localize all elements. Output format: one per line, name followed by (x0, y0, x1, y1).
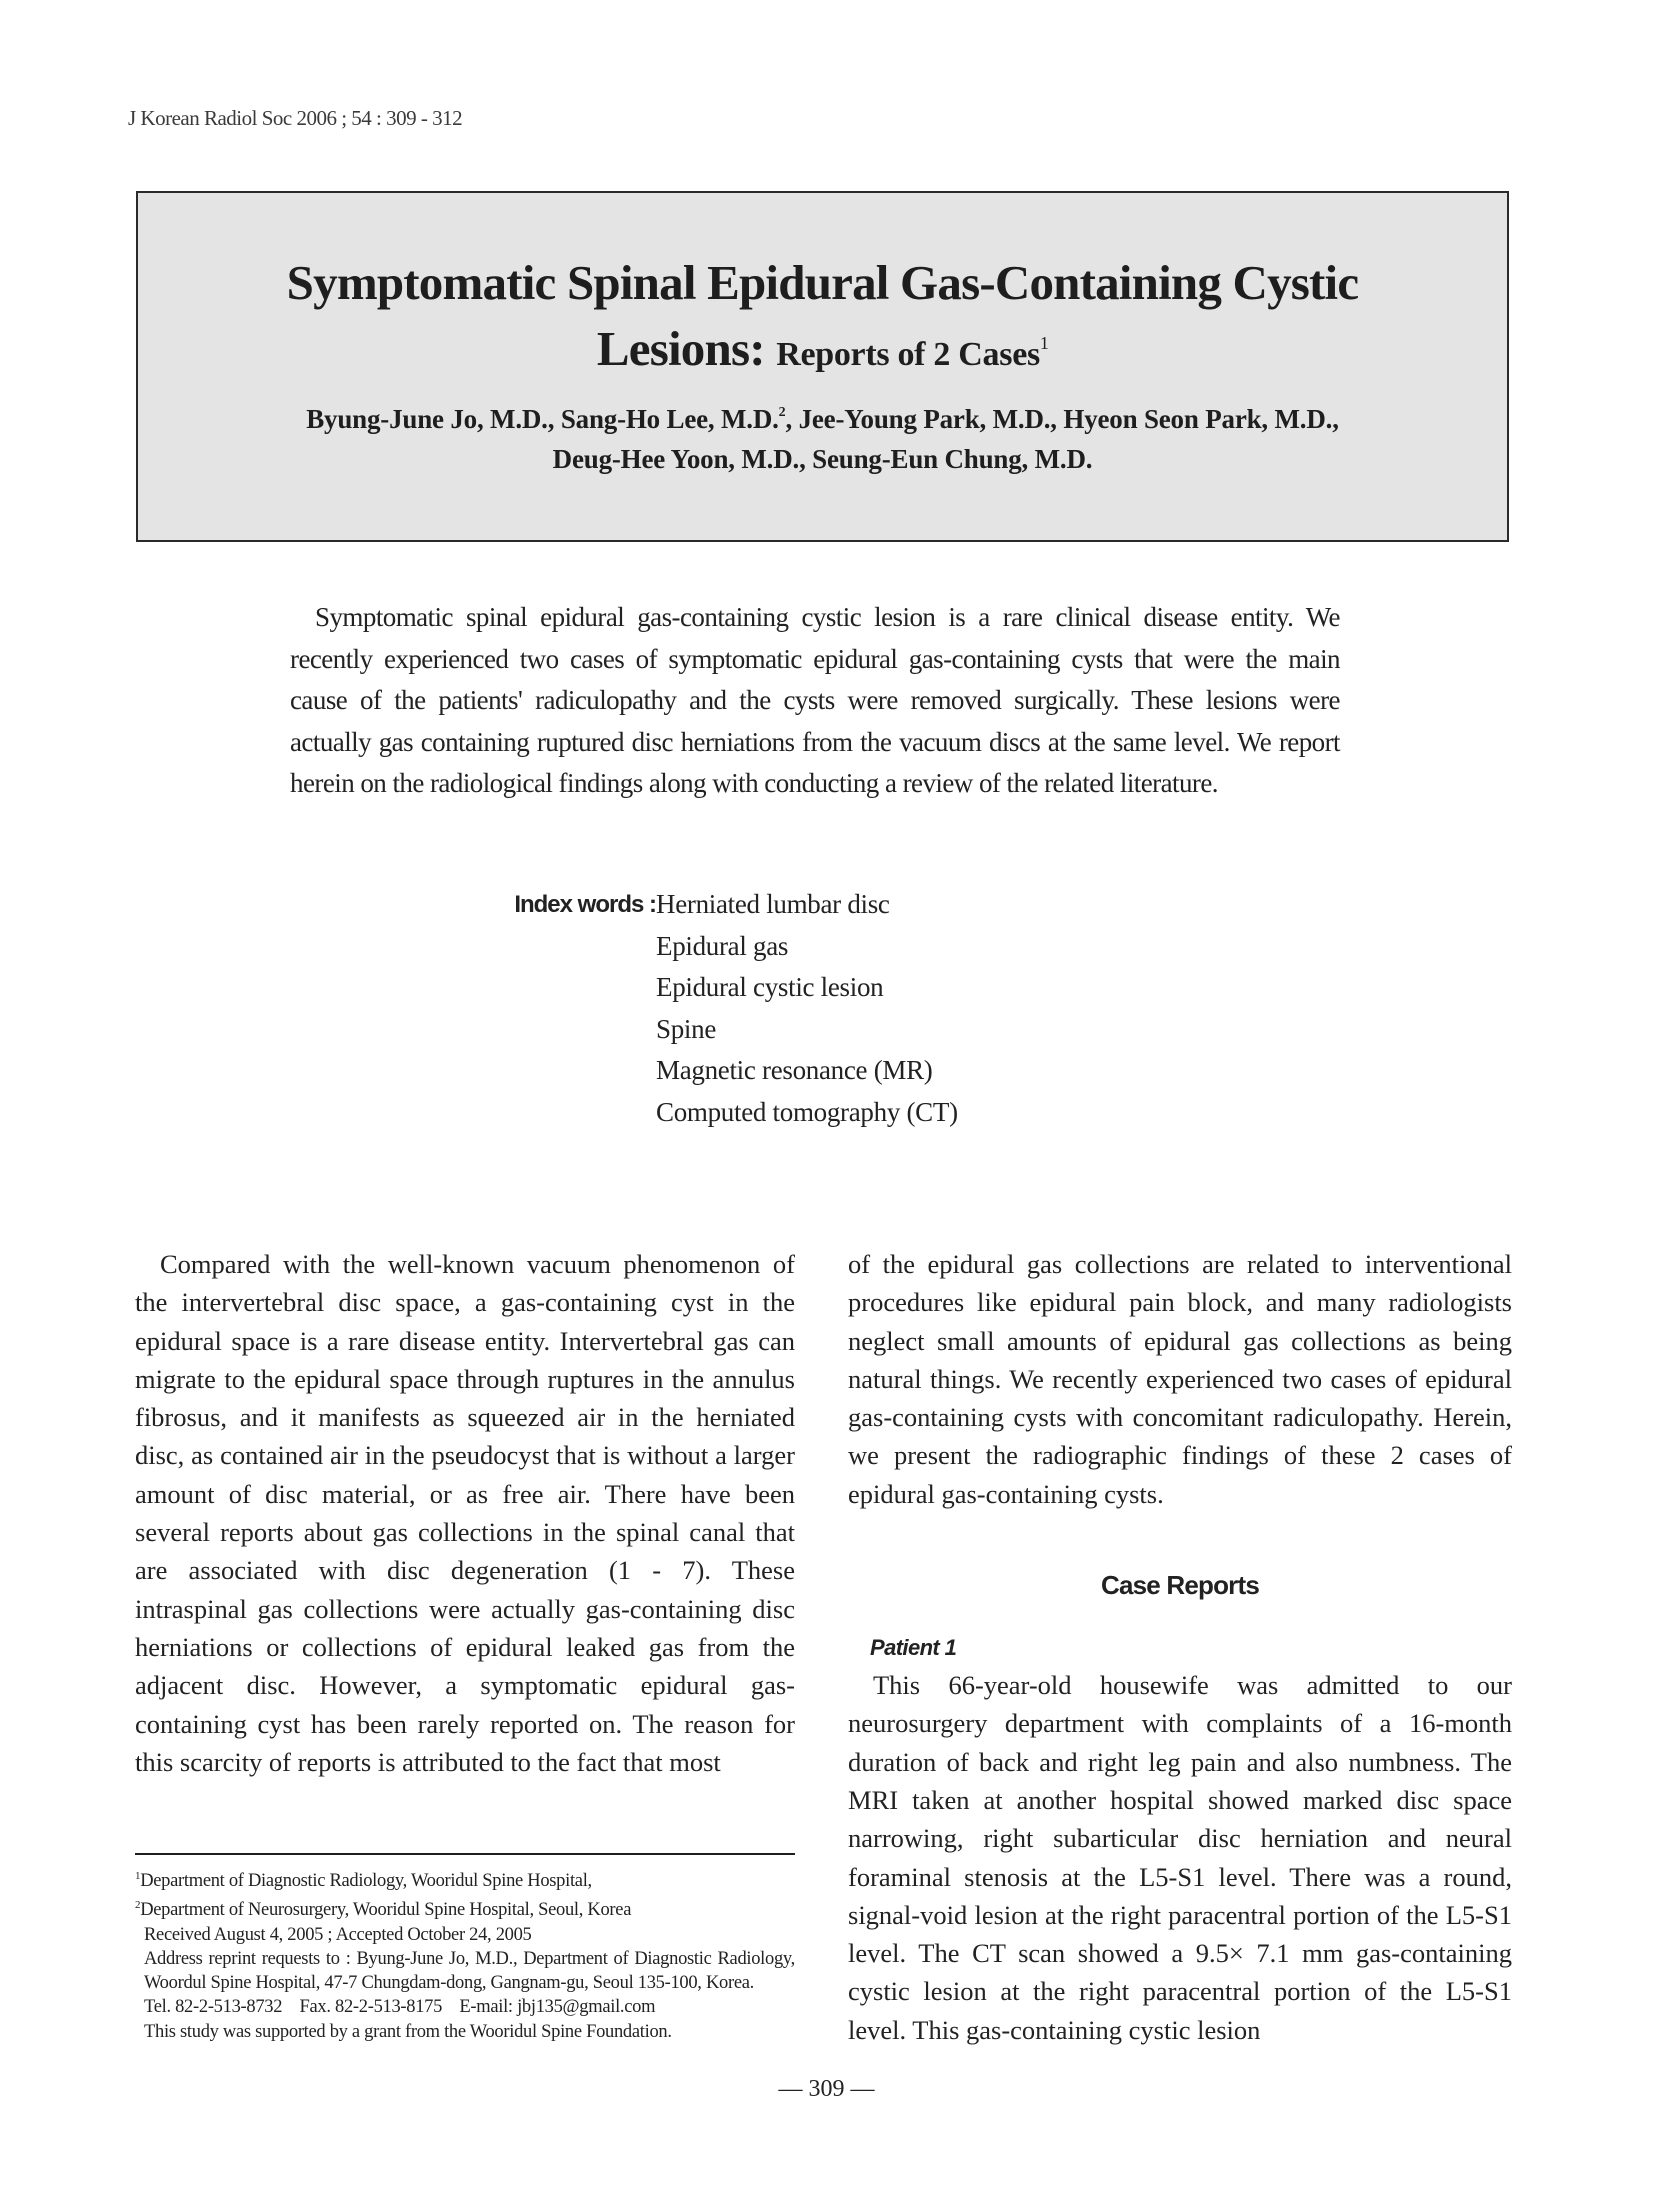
left-column (135, 1245, 795, 1781)
running-head: J Korean Radiol Soc 2006 ; 54 : 309 - 312 (128, 106, 463, 130)
intro-paragraph: Compared with the well-known vacuum phenomenon of the intervertebral disc space, a gas-containing cyst in the epidural space is a rare disease entity. Intervertebral gas can migrate to the epidural space through ruptures in the annulus fibrosus, and it manifests as squeezed air in the herniated disc, as contained air in the pseudocyst that is without a larger amount of disc material, or as free air. There have been several reports about gas collections in the spinal canal that are associated with disc degeneration (1 - 7). These intraspinal gas collections were actually gas-containing disc herniations or collections of epidural leaked gas from the adjacent disc. However, a symptomatic epidural gas-containing cyst has been rarely reported on. The reason for this scarcity of reports is attributed to the fact that most (135, 1249, 795, 1777)
title-line-1: Symptomatic Spinal Epidural Gas-Containing Cystic (286, 255, 1359, 310)
authors-line-2: Deug-Hee Yoon, M.D., Seung-Eun Chung, M.D. (552, 444, 1093, 474)
title-line-2 (138, 313, 1507, 385)
received-dates: Received August 4, 2005 ; Accepted October 24, 2005 (144, 1924, 532, 1945)
title-main: Lesions: (596, 321, 765, 376)
contact-info: Tel. 82-2-513-8732 Fax. 82-2-513-8175 E-mail: jbj135@gmail.com (144, 1997, 656, 2018)
affiliation-text: Department of Neurosurgery, Wooridul Spine Hospital, Seoul, Korea (140, 1900, 632, 1921)
abstract: Symptomatic spinal epidural gas-containing cystic lesion is a rare clinical disease entity. We recently experienced two cases of symptomatic epidural gas-containing cysts that were the main cause of the patients' radiculopathy and the cysts were removed surgically. These lesions were actually gas containing ruptured disc herniations from the vacuum discs at the same level. We report herein on the radiological findings along with conducting a review of the related literature. (290, 602, 1340, 798)
affiliation-2 (135, 1893, 795, 1922)
patient-1-paragraph: This 66-year-old housewife was admitted to our neurosurgery department with complaints of a 16-month duration of back and right leg pain and also numbness. The MRI taken at another hospital showed marked disc space narrowing, right subarticular disc herniation and neural foraminal stenosis at the L5-S1 level. There was a round, signal-void lesion at the right paracentral portion of the L5-S1 level. The CT scan showed a 9.5× 7.1 mm gas-containing cystic lesion at the right paracentral portion of the L5-S1 level. This gas-containing cystic lesion (848, 1670, 1512, 2045)
reprint-address: Address reprint requests to : Byung-June Jo, M.D., Department of Diagnostic Radiology, Woordul Spine Hospital, 47-7 Chungdam-dong, Gangnam-gu, Seoul 135-100, Korea. (144, 1948, 795, 1994)
affiliation-marker: 2 (135, 1899, 141, 1912)
index-word: Spine (656, 1013, 717, 1044)
authors-line-1 (138, 393, 1507, 439)
index-word: Herniated lumbar disc (656, 889, 890, 919)
intro-paragraph-continued: of the epidural gas collections are related to interventional procedures like epidural pain block, and many radiologists neglect small amounts of epidural gas collections as being natural things. We recently experienced two cases of epidural gas-containing cysts with concomitant radiculopathy. Herein, we present the radiographic findings of these 2 cases of epidural gas-containing cysts. (848, 1249, 1512, 1509)
footnote-divider (135, 1853, 795, 1855)
right-column (848, 1245, 1512, 2049)
index-word: Computed tomography (CT) (656, 1096, 958, 1127)
title-affiliation-marker: 1 (1039, 333, 1049, 353)
author-affiliation-marker: 2 (778, 405, 786, 420)
authors-part-1: Byung-June Jo, M.D., Sang-Ho Lee, M.D. (306, 404, 779, 434)
index-words-label: Index words : (514, 891, 656, 918)
title-subtitle: Reports of 2 Cases (776, 336, 1040, 373)
page-number: — 309 — (778, 2076, 875, 2102)
affiliation-marker: 1 (135, 1870, 141, 1882)
index-words-list (656, 884, 958, 1133)
footnotes (135, 1864, 795, 2044)
affiliation-1 (135, 1864, 795, 1893)
funding-note: This study was supported by a grant from the Wooridul Spine Foundation. (144, 2021, 672, 2042)
index-word: Magnetic resonance (MR) (656, 1055, 933, 1085)
title-box (136, 191, 1509, 542)
subheading-patient-1: Patient 1 (870, 1635, 957, 1661)
article-title (138, 253, 1507, 385)
author-list (138, 393, 1507, 479)
affiliation-text: Department of Diagnostic Radiology, Wooridul Spine Hospital, (140, 1871, 592, 1891)
index-word: Epidural gas (656, 930, 789, 961)
authors-part-2: , Jee-Young Park, M.D., Hyeon Seon Park, M.D., (785, 404, 1339, 434)
index-word: Epidural cystic lesion (656, 972, 884, 1002)
section-heading-case-reports: Case Reports (1100, 1570, 1260, 1601)
